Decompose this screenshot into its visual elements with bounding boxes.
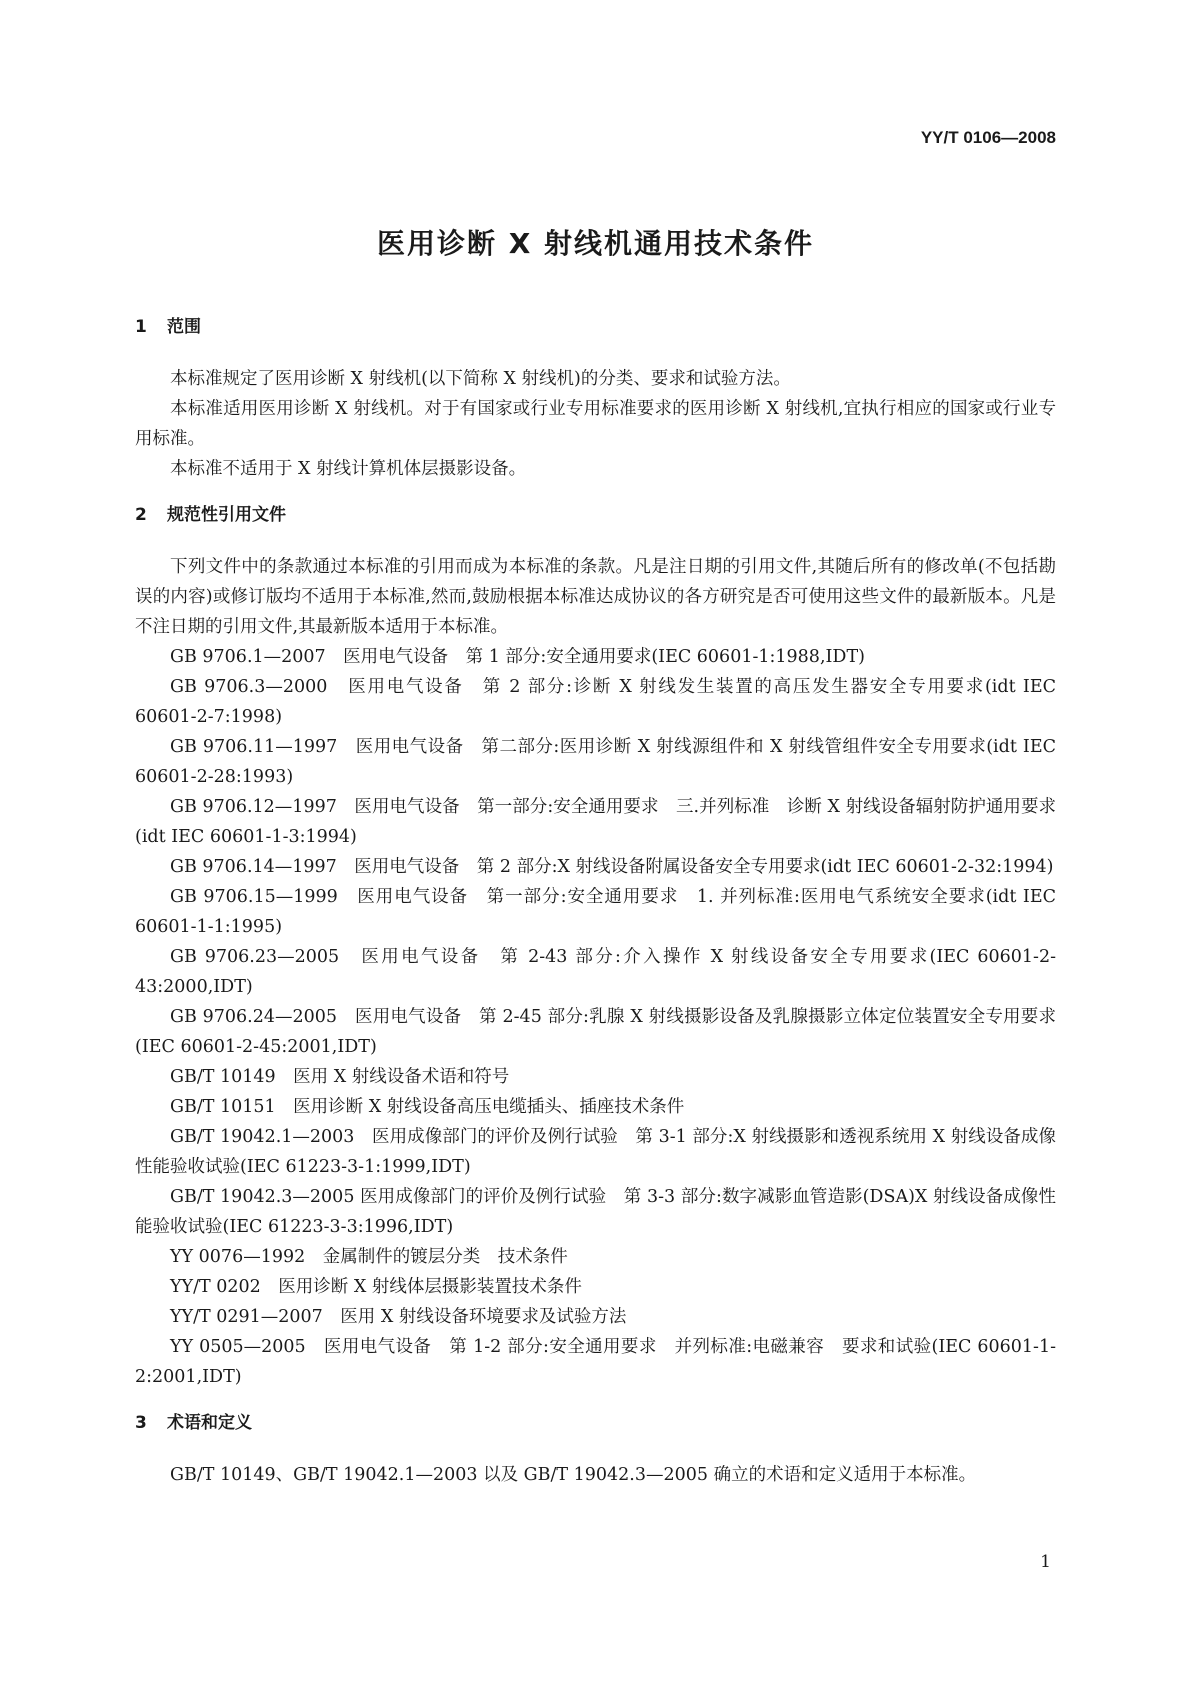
reference-item: GB 9706.3—2000 医用电气设备 第 2 部分:诊断 X 射线发生装置的高压发生器安全专用要求(idt IEC 60601-2-7:1998) (135, 677, 1056, 727)
section-terms-definitions (135, 1408, 1056, 1490)
reference-item: GB 9706.14—1997 医用电气设备 第 2 部分:X 射线设备附属设备安全专用要求(idt IEC 60601-2-32:1994) (170, 857, 1054, 877)
section-heading (135, 500, 1056, 530)
standard-code: YY/T 0106—2008 (920, 128, 1056, 147)
paragraph: 本标准适用医用诊断 X 射线机。对于有国家或行业专用标准要求的医用诊断 X 射线机,宜执行相应的国家或行业专用标准。 (135, 399, 1056, 449)
section-normative-references (135, 500, 1056, 1392)
section-scope (135, 312, 1056, 484)
section-number: 1 (135, 317, 147, 337)
section-title: 术语和定义 (167, 1413, 252, 1433)
paragraph: GB/T 10149、GB/T 19042.1—2003 以及 GB/T 19042.3—2005 确立的术语和定义适用于本标准。 (170, 1465, 977, 1485)
reference-item: GB 9706.23—2005 医用电气设备 第 2-43 部分:介入操作 X 射线设备安全专用要求(IEC 60601-2-43:2000,IDT) (135, 947, 1056, 997)
page-number: 1 (1040, 1552, 1051, 1572)
section-title: 范围 (167, 317, 201, 337)
section-heading (135, 1408, 1056, 1438)
paragraph: 本标准不适用于 X 射线计算机体层摄影设备。 (170, 459, 527, 479)
document-body (135, 312, 1056, 1506)
reference-item: GB/T 10149 医用 X 射线设备术语和符号 (170, 1067, 510, 1087)
section-title: 规范性引用文件 (167, 505, 286, 525)
references-intro: 下列文件中的条款通过本标准的引用而成为本标准的条款。凡是注日期的引用文件,其随后所有的修改单(不包括勘误的内容)或修订版均不适用于本标准,然而,鼓励根据本标准达成协议的各方研究是否可使用这些文件的最新版本。凡是不注日期的引用文件,其最新版本适用于本标准。 (135, 557, 1056, 637)
reference-item: GB/T 19042.1—2003 医用成像部门的评价及例行试验 第 3-1 部分:X 射线摄影和透视系统用 X 射线设备成像性能验收试验(IEC 61223-3-1:1999,IDT) (135, 1127, 1056, 1177)
reference-item: YY/T 0202 医用诊断 X 射线体层摄影装置技术条件 (170, 1277, 582, 1297)
reference-item: YY 0505—2005 医用电气设备 第 1-2 部分:安全通用要求 并列标准:电磁兼容 要求和试验(IEC 60601-1-2:2001,IDT) (135, 1337, 1056, 1387)
document-title: 医用诊断 X 射线机通用技术条件 (376, 227, 815, 260)
reference-item: YY 0076—1992 金属制件的镀层分类 技术条件 (170, 1247, 568, 1267)
reference-item: GB 9706.11—1997 医用电气设备 第二部分:医用诊断 X 射线源组件和 X 射线管组件安全专用要求(idt IEC 60601-2-28:1993) (135, 737, 1056, 787)
reference-item: GB/T 10151 医用诊断 X 射线设备高压电缆插头、插座技术条件 (170, 1097, 685, 1117)
paragraph: 本标准规定了医用诊断 X 射线机(以下简称 X 射线机)的分类、要求和试验方法。 (170, 369, 791, 389)
reference-item: GB/T 19042.3—2005 医用成像部门的评价及例行试验 第 3-3 部分:数字减影血管造影(DSA)X 射线设备成像性能验收试验(IEC 61223-3-3:1996,IDT) (135, 1187, 1056, 1237)
section-number: 3 (135, 1413, 147, 1433)
reference-item: YY/T 0291—2007 医用 X 射线设备环境要求及试验方法 (170, 1307, 627, 1327)
section-number: 2 (135, 505, 147, 525)
reference-item: GB 9706.12—1997 医用电气设备 第一部分:安全通用要求 三.并列标准 诊断 X 射线设备辐射防护通用要求 (idt IEC 60601-1-3:1994) (135, 797, 1056, 847)
reference-item: GB 9706.24—2005 医用电气设备 第 2-45 部分:乳腺 X 射线摄影设备及乳腺摄影立体定位装置安全专用要求(IEC 60601-2-45:2001,IDT) (135, 1007, 1056, 1057)
section-heading (135, 312, 1056, 342)
reference-item: GB 9706.1—2007 医用电气设备 第 1 部分:安全通用要求(IEC 60601-1:1988,IDT) (170, 647, 865, 667)
reference-item: GB 9706.15—1999 医用电气设备 第一部分:安全通用要求 1. 并列标准:医用电气系统安全要求(idt IEC 60601-1-1:1995) (135, 887, 1056, 937)
